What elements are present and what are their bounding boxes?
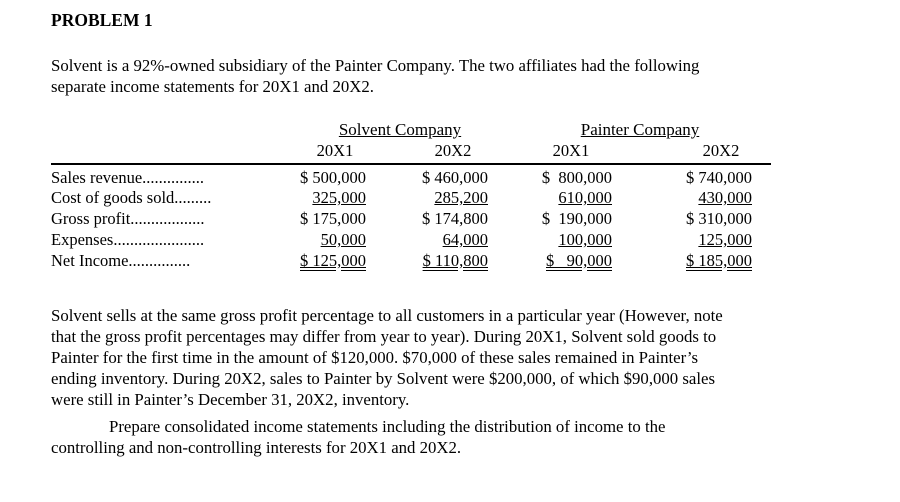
- cell-gp-painter-20x1: $ 190,000: [541, 209, 612, 228]
- instruction-line: controlling and non-controlling interests for 20X1 and 20X2.: [51, 438, 462, 457]
- year-header-painter-20x1: 20X1: [552, 141, 590, 160]
- cell-exp-painter-20x1: 100,000: [558, 230, 612, 249]
- row-label-sales-revenue: Sales revenue...............: [51, 168, 205, 187]
- cell-exp-painter-20x2: 125,000: [698, 230, 752, 249]
- intro-line: Solvent is a 92%-owned subsidiary of the Painter Company. The two affiliates had the following: [51, 56, 700, 75]
- cell-ni-solvent-20x2: $ 110,800: [422, 251, 488, 270]
- intro-line: separate income statements for 20X1 and 20X2.: [51, 77, 374, 96]
- problem-title: PROBLEM 1: [51, 10, 153, 30]
- cell-cogs-painter-20x1: 610,000: [558, 188, 612, 207]
- year-header-solvent-20x2: 20X2: [434, 141, 472, 160]
- body-line: that the gross profit percentages may differ from year to year). During 20X1, Solvent sold goods to: [51, 327, 717, 346]
- body-line: were still in Painter’s December 31, 20X2, inventory.: [51, 390, 410, 409]
- body-line: Painter for the first time in the amount of $120,000. $70,000 of these sales remained in Painter’s: [51, 348, 699, 367]
- instruction-line: Prepare consolidated income statements including the distribution of income to the: [109, 417, 666, 436]
- cell-gp-solvent-20x2: $ 174,800: [422, 209, 488, 228]
- cell-sales-painter-20x1: $ 800,000: [541, 168, 612, 187]
- body-line: Solvent sells at the same gross profit percentage to all customers in a particular year (However, note: [51, 306, 723, 325]
- body-line: ending inventory. During 20X2, sales to Painter by Solvent were $200,000, of which $90,000 sales: [51, 369, 715, 388]
- solvent-company-header: Solvent Company: [338, 120, 462, 139]
- cell-sales-solvent-20x1: $ 500,000: [300, 168, 366, 187]
- body-paragraph: [51, 305, 833, 410]
- row-label-expenses: Expenses......................: [51, 230, 205, 249]
- row-label-gross-profit: Gross profit..................: [51, 209, 205, 228]
- year-header-painter-20x2: 20X2: [702, 141, 740, 160]
- painter-company-header: Painter Company: [580, 120, 700, 139]
- row-label-net-income: Net Income...............: [51, 251, 191, 270]
- cell-ni-solvent-20x1: $ 125,000: [300, 251, 366, 270]
- instruction-paragraph: [51, 416, 833, 458]
- header-rule: [51, 163, 771, 165]
- year-header-solvent-20x1: 20X1: [316, 141, 354, 160]
- intro-paragraph: [51, 55, 833, 97]
- cell-cogs-solvent-20x2: 285,200: [434, 188, 488, 207]
- cell-sales-painter-20x2: $ 740,000: [686, 168, 752, 187]
- cell-exp-solvent-20x1: 50,000: [320, 230, 366, 249]
- cell-gp-painter-20x2: $ 310,000: [686, 209, 752, 228]
- row-label-cost-of-goods-sold: Cost of goods sold.........: [51, 188, 212, 207]
- cell-exp-solvent-20x2: 64,000: [442, 230, 488, 249]
- cell-cogs-painter-20x2: 430,000: [698, 188, 752, 207]
- cell-sales-solvent-20x2: $ 460,000: [422, 168, 488, 187]
- cell-ni-painter-20x1: $ 90,000: [546, 251, 612, 270]
- cell-cogs-solvent-20x1: 325,000: [312, 188, 366, 207]
- cell-ni-painter-20x2: $ 185,000: [686, 251, 752, 270]
- cell-gp-solvent-20x1: $ 175,000: [300, 209, 366, 228]
